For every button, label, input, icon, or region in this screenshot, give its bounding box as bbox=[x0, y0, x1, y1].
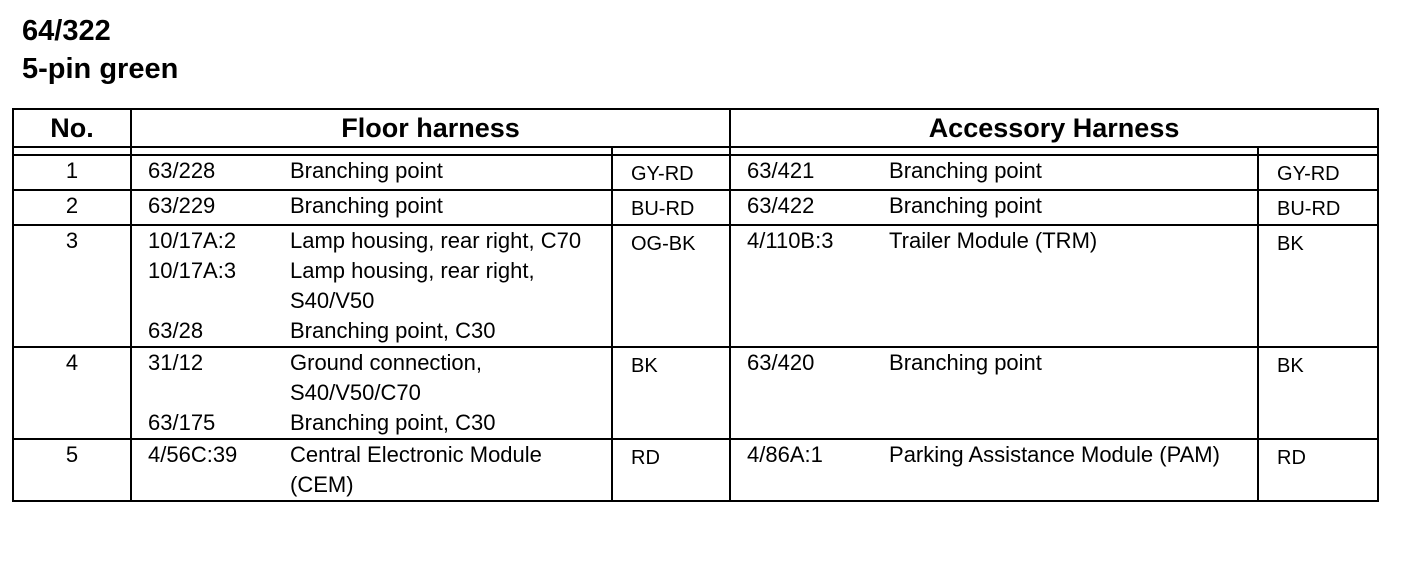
connector-heading bbox=[22, 12, 178, 88]
floor-wire-color: GY-RD bbox=[612, 155, 730, 190]
component-description: Ground connection, S40/V50/C70 bbox=[290, 350, 483, 405]
component-code: 63/420 bbox=[747, 350, 815, 375]
connection-entry bbox=[132, 408, 611, 438]
component-code: 4/56C:39 bbox=[148, 442, 238, 467]
component-description: Central Electronic Module (CEM) bbox=[290, 442, 542, 497]
component-code: 63/229 bbox=[148, 193, 216, 218]
floor-harness-cell bbox=[131, 347, 612, 439]
component-code: 63/421 bbox=[747, 158, 815, 183]
table-row bbox=[13, 155, 1378, 190]
connection-entry bbox=[132, 156, 611, 186]
component-description: Parking Assistance Module (PAM) bbox=[889, 442, 1220, 467]
connector-description: 5-pin green bbox=[22, 53, 179, 85]
component-code: 63/422 bbox=[747, 193, 815, 218]
component-code: 63/228 bbox=[148, 158, 216, 183]
component-description: Lamp housing, rear right, S40/V50 bbox=[290, 258, 535, 313]
table-header-row bbox=[13, 109, 1378, 147]
pin-number: 2 bbox=[13, 190, 131, 225]
connection-entry bbox=[132, 256, 611, 316]
header-separator bbox=[13, 147, 1378, 155]
connection-entry bbox=[731, 226, 1257, 256]
floor-wire-color: BU-RD bbox=[612, 190, 730, 225]
connector-number: 64/322 bbox=[22, 15, 111, 47]
floor-wire-color: RD bbox=[612, 439, 730, 501]
component-description: Branching point bbox=[889, 193, 1042, 218]
component-description: Lamp housing, rear right, C70 bbox=[290, 228, 582, 253]
connection-entry bbox=[132, 226, 611, 256]
pin-number: 5 bbox=[13, 439, 131, 501]
component-code: 63/175 bbox=[148, 410, 216, 435]
table-row bbox=[13, 347, 1378, 439]
header-no: No. bbox=[13, 109, 131, 147]
accessory-wire-color: BK bbox=[1258, 225, 1378, 347]
component-code: 4/110B:3 bbox=[747, 228, 834, 253]
component-description: Branching point bbox=[290, 158, 443, 183]
accessory-wire-color: GY-RD bbox=[1258, 155, 1378, 190]
accessory-wire-color: RD bbox=[1258, 439, 1378, 501]
connection-entry bbox=[132, 348, 611, 408]
pin-number: 4 bbox=[13, 347, 131, 439]
floor-harness-cell bbox=[131, 439, 612, 501]
component-code: 31/12 bbox=[148, 350, 204, 375]
accessory-harness-cell bbox=[730, 439, 1258, 501]
accessory-harness-cell bbox=[730, 347, 1258, 439]
floor-harness-cell bbox=[131, 225, 612, 347]
component-description: Branching point bbox=[889, 158, 1042, 183]
header-floor-harness: Floor harness bbox=[131, 109, 730, 147]
pin-number: 1 bbox=[13, 155, 131, 190]
component-code: 10/17A:2 bbox=[148, 228, 237, 253]
connection-entry bbox=[731, 191, 1257, 221]
accessory-wire-color: BK bbox=[1258, 347, 1378, 439]
pin-table bbox=[12, 108, 1379, 502]
connection-entry bbox=[731, 440, 1257, 470]
connection-entry bbox=[132, 191, 611, 221]
table-row bbox=[13, 190, 1378, 225]
component-description: Trailer Module (TRM) bbox=[889, 228, 1098, 253]
connection-entry bbox=[731, 156, 1257, 186]
component-description: Branching point, C30 bbox=[290, 318, 496, 343]
component-description: Branching point bbox=[290, 193, 443, 218]
component-code: 4/86A:1 bbox=[747, 442, 823, 467]
connection-entry bbox=[132, 440, 611, 500]
connection-entry bbox=[132, 316, 611, 346]
header-accessory-harness: Accessory Harness bbox=[730, 109, 1378, 147]
component-code: 63/28 bbox=[148, 318, 204, 343]
table-row bbox=[13, 439, 1378, 501]
connection-entry bbox=[731, 348, 1257, 378]
accessory-harness-cell bbox=[730, 190, 1258, 225]
component-description: Branching point bbox=[889, 350, 1042, 375]
floor-wire-color: OG-BK bbox=[612, 225, 730, 347]
floor-harness-cell bbox=[131, 190, 612, 225]
accessory-harness-cell bbox=[730, 155, 1258, 190]
floor-wire-color: BK bbox=[612, 347, 730, 439]
component-description: Branching point, C30 bbox=[290, 410, 496, 435]
accessory-wire-color: BU-RD bbox=[1258, 190, 1378, 225]
floor-harness-cell bbox=[131, 155, 612, 190]
accessory-harness-cell bbox=[730, 225, 1258, 347]
table-row bbox=[13, 225, 1378, 347]
pin-number: 3 bbox=[13, 225, 131, 347]
component-code: 10/17A:3 bbox=[148, 258, 237, 283]
